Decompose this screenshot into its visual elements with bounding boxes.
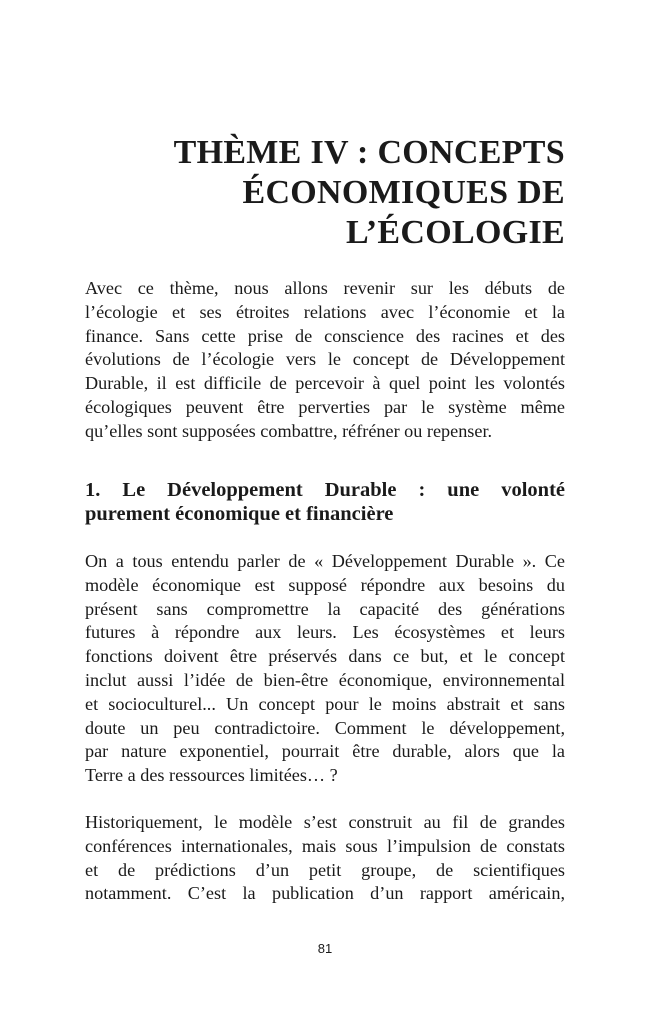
- heading-line: 1. Le Développement Durable : une volonté: [85, 479, 565, 501]
- text-line: fonctions doivent être préservés dans ce but, et le concept: [85, 646, 565, 667]
- text-line: Avec ce thème, nous allons revenir sur les débuts de: [85, 278, 565, 298]
- text-line: futures à répondre aux leurs. Les écosystèmes et leurs: [85, 622, 565, 643]
- chapter-title-line: L’ÉCOLOGIE: [345, 214, 565, 251]
- text-line: évolutions de l’écologie vers le concept de Développement: [85, 349, 565, 370]
- chapter-title-line: ÉCONOMIQUES DE: [242, 174, 565, 211]
- chapter-title: [174, 133, 565, 253]
- text-line: par nature exponentiel, pourrait être durable, alors que la: [85, 741, 565, 762]
- text-line: qu’elles sont supposées combattre, réfréner ou repenser.: [85, 420, 493, 441]
- text-line: doute un peu contradictoire. Comment le développement,: [85, 717, 565, 738]
- page-number: 81: [317, 941, 333, 956]
- text-line: écologiques peuvent être perverties par le système même: [85, 396, 565, 417]
- text-line: et de prédictions d’un petit groupe, de scientifiques: [85, 859, 565, 880]
- text-line: Historiquement, le modèle s’est construit au fil de grandes: [85, 812, 565, 832]
- text-line: présent sans compromettre la capacité des générations: [85, 598, 565, 619]
- text-line: finance. Sans cette prise de conscience des racines et des: [85, 325, 565, 346]
- text-line: modèle économique est supposé répondre aux besoins du: [85, 574, 565, 595]
- text-line: On a tous entendu parler de « Développement Durable ». Ce: [85, 551, 565, 571]
- text-line: et socioculturel... Un concept pour le moins abstrait et sans: [85, 693, 565, 714]
- text-line: l’écologie et ses étroites relations avec l’économie et la: [85, 301, 565, 322]
- paragraph-2: [85, 811, 565, 906]
- text-line: conférences internationales, mais sous l’impulsion de constats: [85, 835, 565, 856]
- intro-paragraph: [85, 277, 565, 444]
- text-line: inclut aussi l’idée de bien-être économique, environnemental: [85, 669, 565, 690]
- text-line: notamment. C’est la publication d’un rapport américain,: [85, 883, 565, 904]
- heading-line: purement économique et financière: [85, 502, 394, 525]
- section-heading: [85, 479, 565, 527]
- text-line: Durable, il est difficile de percevoir à quel point les volontés: [85, 373, 565, 394]
- text-line: Terre a des ressources limitées… ?: [85, 765, 338, 786]
- paragraph-1: [85, 550, 565, 788]
- chapter-title-line: THÈME IV : CONCEPTS: [173, 134, 565, 171]
